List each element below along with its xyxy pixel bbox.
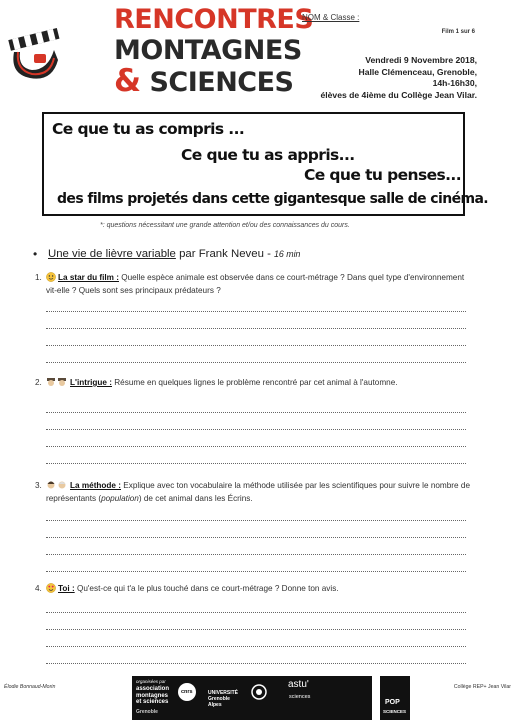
- film-duration: 16 min: [274, 249, 301, 259]
- school-credit: Collège REP+ Jean Vilar: [453, 684, 511, 690]
- question-text: Résume en quelques lignes le problème rencontré par cet animal à l'automne.: [111, 378, 398, 387]
- question-number: 3.: [35, 481, 42, 490]
- answer-line[interactable]: [46, 646, 466, 647]
- answer-line[interactable]: [46, 412, 466, 413]
- answer-line[interactable]: [46, 629, 466, 630]
- grenoble-logo: Grenoble: [136, 709, 158, 715]
- title-ampersand: &: [114, 63, 141, 99]
- answer-line[interactable]: [46, 345, 466, 346]
- banner-line-4: des films projetés dans cette gigantesque salle de cinéma.: [57, 191, 489, 207]
- answer-line[interactable]: [46, 446, 466, 447]
- film-number: Film 1 sur 6: [441, 29, 475, 35]
- name-class-field-label: NOM & Classe :: [302, 13, 360, 22]
- bullet: •: [33, 247, 38, 261]
- film-heading: [33, 247, 301, 261]
- event-venue: Halle Clémenceau, Grenoble,: [358, 66, 477, 77]
- question-label: La méthode :: [70, 481, 121, 490]
- answer-line[interactable]: [46, 571, 466, 572]
- answer-line[interactable]: [46, 463, 466, 464]
- author-credit: Élodie Bonnaud-Morin: [4, 684, 56, 690]
- astu-sub: sciences: [289, 694, 311, 700]
- organised-by: organisées par: [136, 679, 166, 684]
- cnrs-label: cnrs: [181, 689, 193, 695]
- answer-line[interactable]: [46, 663, 466, 664]
- spiral-logo-icon: [251, 684, 267, 700]
- event-time: 14h-16h30,: [432, 78, 477, 88]
- banner-line-2: Ce que tu as appris...: [181, 146, 355, 164]
- pop-logo: POP: [385, 699, 400, 706]
- answer-line[interactable]: [46, 520, 466, 521]
- org-line: et sciences: [136, 699, 169, 705]
- title-line-2: MONTAGNES: [114, 35, 302, 66]
- film-title: Une vie de lièvre variable: [48, 248, 176, 260]
- question-number: 4.: [35, 584, 42, 593]
- banner-line-1: Ce que tu as compris ...: [52, 120, 245, 138]
- answer-line[interactable]: [46, 328, 466, 329]
- question-text-italic: population: [101, 493, 139, 503]
- scientist-icon: [46, 480, 68, 490]
- title-line-3: [114, 63, 313, 99]
- footnote: *: questions nécessitant une grande attention et/ou des connaissances du cours.: [100, 222, 350, 229]
- question-4: [35, 583, 470, 596]
- uga-line: UNIVERSITÉ: [208, 690, 239, 696]
- answer-line[interactable]: [46, 612, 466, 613]
- event-title: [114, 4, 313, 98]
- answer-line[interactable]: [46, 429, 466, 430]
- astu-logo: astu': [288, 679, 309, 690]
- event-audience: élèves de 4ième du Collège Jean Vilar.: [320, 89, 477, 100]
- event-date: Vendredi 9 Novembre 2018,: [365, 55, 477, 65]
- question-1: [35, 272, 470, 297]
- carabiner-logo-icon: [4, 26, 66, 84]
- question-label: Toi :: [58, 584, 75, 593]
- uga-line: Alpes: [208, 702, 222, 708]
- question-text: Qu'est-ce qui t'a le plus touché dans ce court-métrage ? Donne ton avis.: [74, 584, 339, 593]
- question-label: L'intrigue :: [70, 378, 112, 387]
- question-text: Quelle espèce animale est observée dans ce court-métrage ? Dans quel type d'environnement vit-elle ? Quels sont ses principaux prédateurs ?: [46, 273, 465, 295]
- question-text-b: ) de cet animal dans les Écrins.: [138, 493, 253, 503]
- question-2: [35, 377, 470, 390]
- smiley-icon: [46, 272, 56, 282]
- film-director: par Frank Neveu -: [175, 248, 275, 260]
- title-line-1: RENCONTRES: [114, 4, 314, 35]
- org-line: montagnes: [136, 692, 169, 699]
- question-number: 1.: [35, 273, 42, 282]
- answer-line[interactable]: [46, 554, 466, 555]
- banner-line-3: Ce que tu penses...: [303, 166, 461, 184]
- question-label: La star du film :: [58, 273, 119, 282]
- answer-line[interactable]: [46, 311, 466, 312]
- question-text-a: Explique avec ton vocabulaire la méthode utilisée par les scientifiques pour suivre le nombre de représentants (: [46, 481, 470, 503]
- intro-banner: [42, 112, 489, 216]
- detectives-icon: [46, 377, 68, 387]
- answer-line[interactable]: [46, 362, 466, 363]
- org-line: association: [136, 686, 170, 692]
- title-line-3-text: SCIENCES: [149, 67, 294, 98]
- pop-sub: SCIENCES: [383, 709, 407, 714]
- question-number: 2.: [35, 378, 42, 387]
- uga-line: Grenoble: [208, 696, 230, 702]
- org-logo: [136, 686, 169, 706]
- heart-eyes-icon: [46, 583, 56, 593]
- event-details: [320, 55, 477, 101]
- uga-logo: [208, 690, 238, 708]
- question-3: [35, 480, 470, 505]
- answer-line[interactable]: [46, 537, 466, 538]
